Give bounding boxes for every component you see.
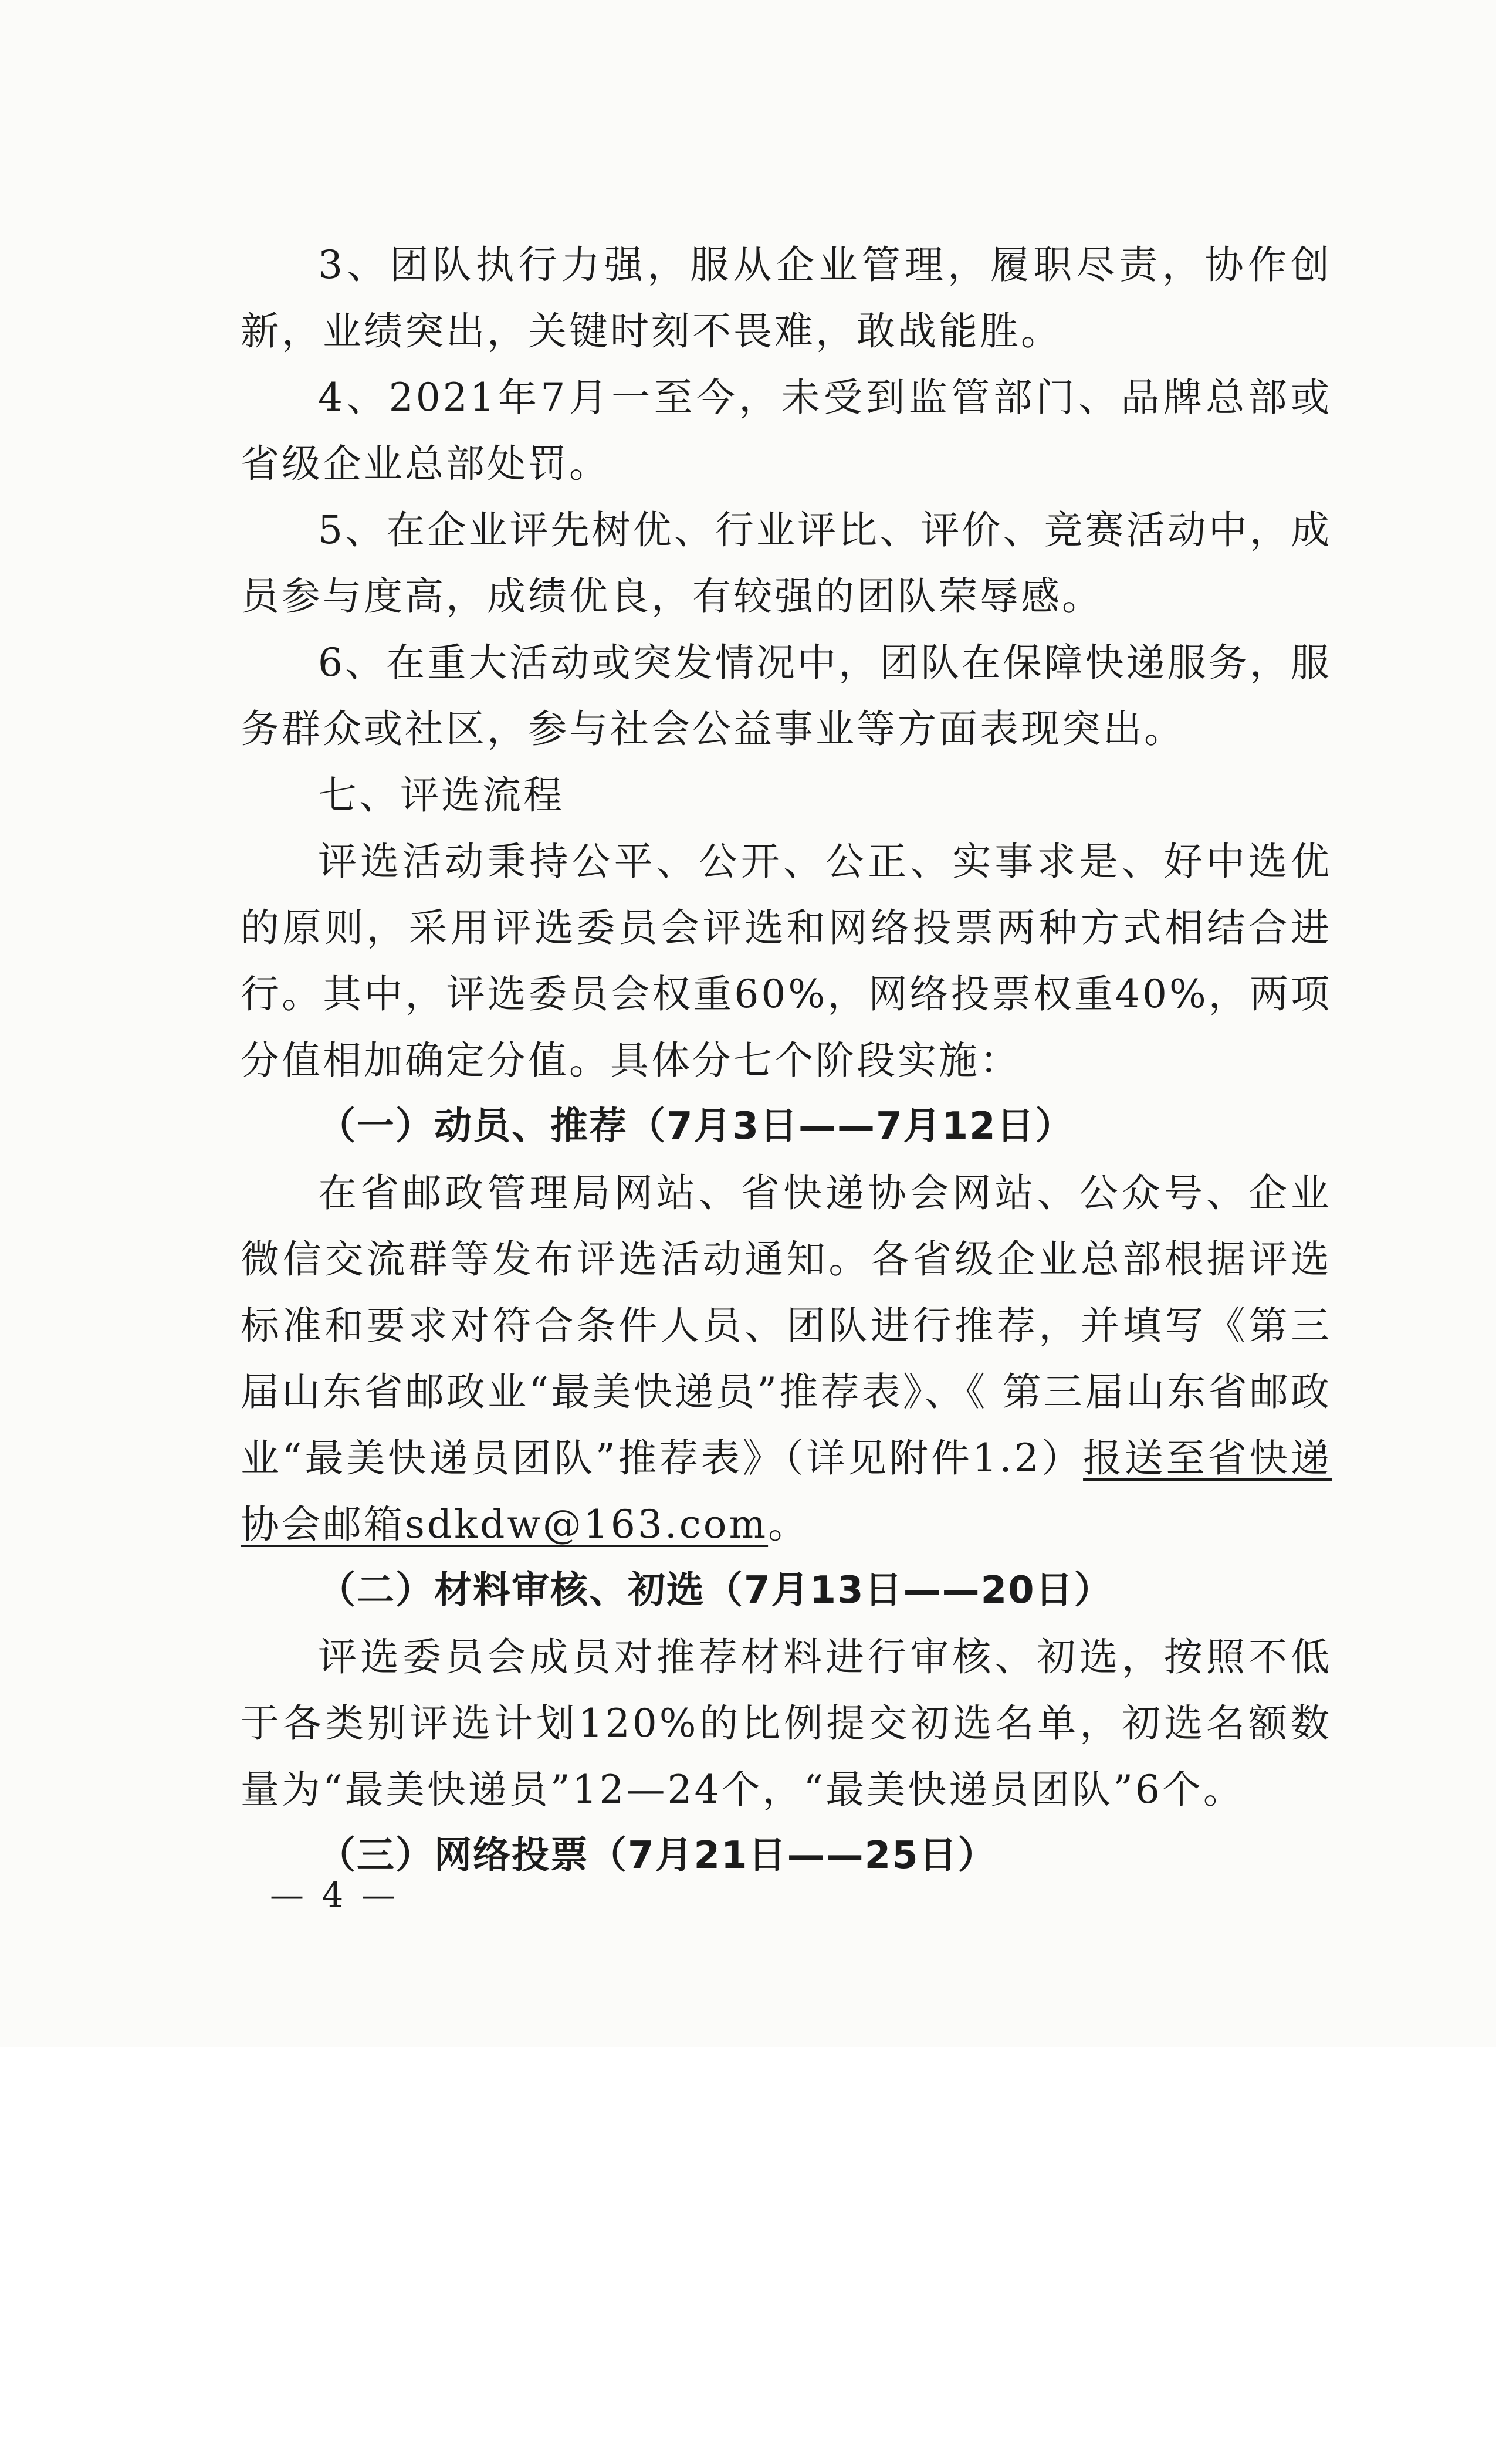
stage-1-period: 。 <box>768 1502 810 1547</box>
document-body <box>241 232 1332 1889</box>
blank-margin <box>0 2047 1496 2464</box>
stage-1-paragraph <box>241 1160 1332 1558</box>
stage-2-title: （二）材料审核、初选（7月13日——20日） <box>318 1569 1113 1612</box>
submission-email-text: 报送至省快递协会邮箱sdkdw@163.com <box>241 1436 1332 1547</box>
stage-1-title: （一）动员、推荐（7月3日——7月12日） <box>318 1105 1074 1148</box>
stage-2-paragraph: 评选委员会成员对推荐材料进行审核、初选，按照不低于各类别评选计划120%的比例提交初选名单，初选名额数量为“最美快递员”12—24个，“最美快递员团队”6个。 <box>241 1634 1332 1812</box>
criterion-4-paragraph: 4、2021年7月一至今，未受到监管部门、品牌总部或省级企业总部处罚。 <box>241 375 1332 486</box>
stage-3-title: （三）网络投票（7月21日——25日） <box>318 1834 997 1877</box>
criterion-5-paragraph: 5、在企业评先树优、行业评比、评价、竞赛活动中，成员参与度高，成绩优良，有较强的团队荣辱感。 <box>241 507 1332 619</box>
section-title-selection-process: 七、评选流程 <box>318 773 564 818</box>
process-intro-paragraph: 评选活动秉持公平、公开、公正、实事求是、好中选优的原则，采用评选委员会评选和网络投票两种方式相结合进行。其中，评选委员会权重60%，网络投票权重40%，两项分值相加确定分值。具体分七个阶段实施： <box>241 839 1332 1083</box>
criterion-3-paragraph: 3、团队执行力强，服从企业管理，履职尽责，协作创新，业绩突出，关键时刻不畏难，敢战能胜。 <box>241 242 1332 354</box>
criterion-6-paragraph: 6、在重大活动或突发情况中，团队在保障快递服务，服务群众或社区，参与社会公益事业等方面表现突出。 <box>241 640 1332 752</box>
page-number: — 4 — <box>270 1875 399 1915</box>
stage-1-text: 在省邮政管理局网站、省快递协会网站、公众号、企业微信交流群等发布评选活动通知。各省级企业总部根据评选标准和要求对符合条件人员、团队进行推荐，并填写《第三届山东省邮政业“最美快递员”推荐表》、《 第三届山东省邮政业“最美快递员团队”推荐表》（详见附件1.2） <box>241 1170 1332 1481</box>
